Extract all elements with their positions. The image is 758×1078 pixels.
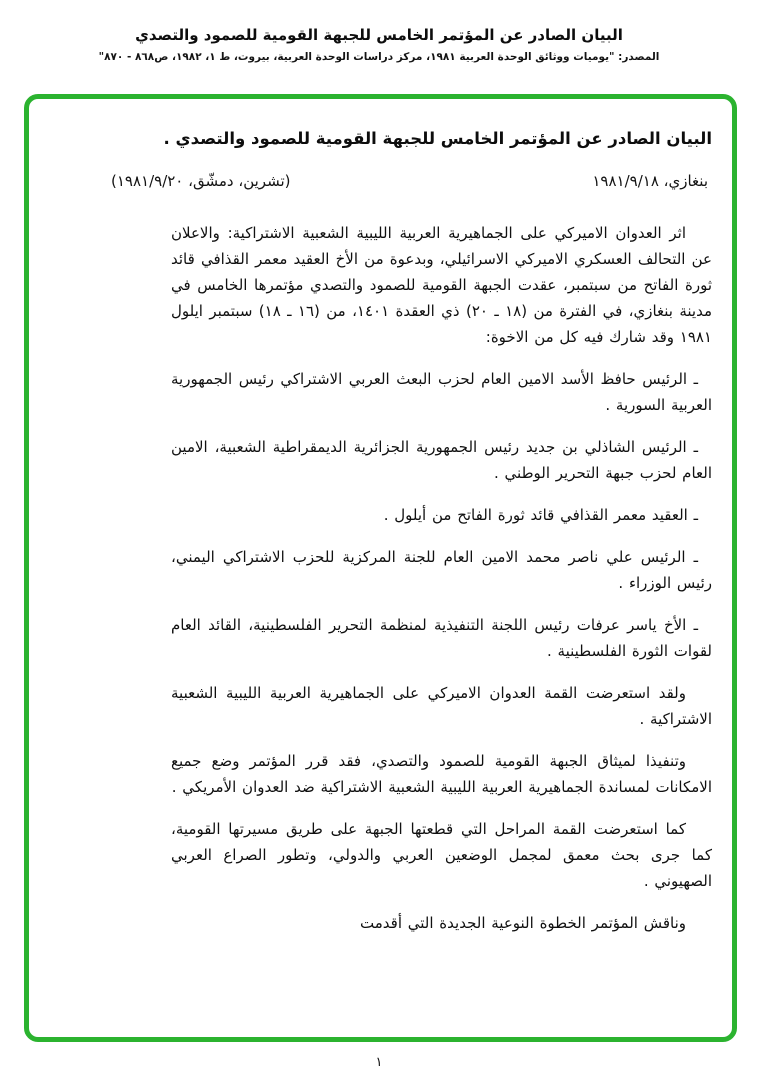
paragraph: كما استعرضت القمة المراحل التي قطعتها الجبهة على طريق مسيرتها القومية، كما جرى بحث معمق لمجمل الوضعين العربي والدولي، وتطور الصراع العربي الصهيوني . bbox=[171, 820, 712, 890]
date-primary: بنغازي، ١٩٨١/٩/١٨ bbox=[592, 172, 708, 190]
page-header bbox=[0, 0, 758, 63]
paragraph: وناقش المؤتمر الخطوة النوعية الجديدة التي أقدمت bbox=[360, 914, 686, 932]
header-source-line: المصدر: "يوميات ووثائق الوحدة العربية ١٩٨١، مركز دراسات الوحدة العربية، بيروت، ط ١، ١٩٨٢، ص٨٦٨ - ٨٧٠" bbox=[98, 51, 660, 63]
page-number: ١ bbox=[375, 1055, 383, 1070]
participant-item: ـ الرئيس حافظ الأسد الامين العام لحزب البعث العربي الاشتراكي رئيس الجمهورية العربية السورية . bbox=[171, 370, 712, 414]
paragraph: ولقد استعرضت القمة العدوان الاميركي على الجماهيرية العربية الليبية الشعبية الاشتراكية . bbox=[171, 684, 712, 728]
document-title: البيان الصادر عن المؤتمر الخامس للجبهة القومية للصمود والتصدي . bbox=[163, 129, 712, 148]
date-row bbox=[71, 172, 712, 190]
participant-item: ـ الرئيس علي ناصر محمد الامين العام للجنة المركزية للحزب الاشتراكي اليمني، رئيس الوزراء . bbox=[171, 548, 712, 592]
date-secondary: (تشرين، دمشّق، ١٩٨١/٩/٢٠) bbox=[111, 172, 291, 190]
participant-item: ـ الأخ ياسر عرفات رئيس اللجنة التنفيذية لمنظمة التحرير الفلسطينية، القائد العام لقوات الثورة الفلسطينية . bbox=[171, 616, 712, 660]
participant-item: ـ الرئيس الشاذلي بن جديد رئيس الجمهورية الجزائرية الديمقراطية الشعبية، الامين العام لحزب جبهة التحرير الوطني . bbox=[171, 438, 712, 482]
document-body bbox=[171, 220, 712, 936]
participant-item: ـ العقيد معمر القذافي قائد ثورة الفاتح من أيلول . bbox=[383, 506, 698, 524]
document-frame bbox=[24, 94, 737, 1042]
paragraph: وتنفيذا لميثاق الجبهة القومية للصمود والتصدي، فقد قرر المؤتمر وضع جميع الامكانات لمساندة الجماهيرية العربية الليبية الشعبية الاشتراكية ضد العدوان الأمريكي . bbox=[171, 752, 712, 796]
paragraph-intro: اثر العدوان الاميركي على الجماهيرية العربية الليبية الشعبية الاشتراكية: والاعلان عن التحالف العسكري الاميركي الاسرائيلي، وبدعوة من الأخ العقيد معمر القذافي قائد ثورة الفاتح من سبتمبر، عقدت الجبهة القومية للصمود والتصدي مؤتمرها الخامس في مدينة بنغازي، في الفترة من (١٨ ـ ٢٠) ذي العقدة ١٤٠١، من (١٦ ـ ١٨) سبتمبر ايلول ١٩٨١ وقد شارك فيه كل من الاخوة: bbox=[171, 224, 713, 346]
header-title: البيان الصادر عن المؤتمر الخامس للجبهة القومية للصمود والتصدي bbox=[135, 26, 623, 44]
